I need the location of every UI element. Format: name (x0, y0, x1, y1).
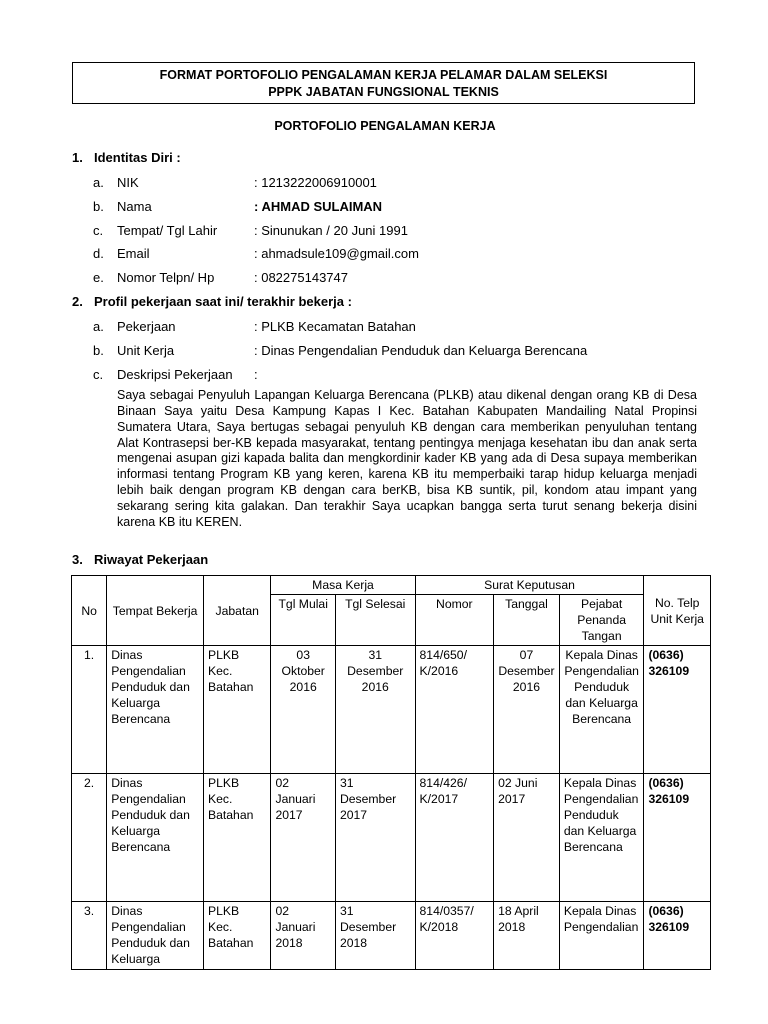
field-letter: c. (93, 223, 104, 238)
field-letter: a. (93, 175, 104, 190)
cell-tgl-selesai: 31 Desember 2017 (335, 774, 415, 902)
header-nomor: Nomor (415, 595, 494, 646)
cell-tgl-mulai: 02 Januari 2018 (271, 902, 335, 970)
field-letter: b. (93, 199, 104, 214)
field-letter: c. (93, 367, 104, 382)
cell-no: 2. (72, 774, 107, 902)
header-tgl-mulai: Tgl Mulai (271, 595, 335, 646)
cell-tempat: Dinas Pengendalian Penduduk dan Keluarga (107, 902, 204, 970)
section-profil-heading (72, 294, 352, 309)
field-label: Pekerjaan (117, 319, 176, 334)
cell-nomor: 814/0357/ K/2018 (415, 902, 494, 970)
job-description-paragraph: Saya sebagai Penyuluh Lapangan Keluarga Berencana (PLKB) atau dikenal dengan orang KB di Desa Binaan Saya yaitu Desa Kampung Kapas I Kec. Batahan Kabupaten Mandailing Natal Propinsi Sumatera Utara, Saya bertugas sebagai penyuluh KB dengan cara memberikan penyuluhan tentang Alat Kontrasepsi ber-KB kepada masyarakat, tentang pentingya menjaga kesehatan ibu dan anak serta mengenai asupan gizi kapada balita dan mengkordinir kader KB yang ada di Desa supaya memberikan informasi tentang Program KB yang keren, karena KB itu memperbaiki tarap hidup keluarga menjadi lebih baik dengan program KB dengan cara berKB, bisa KB suntik, pil, kondom atau impant yang sekarang sering kita galakan. Dan terakhir Saya ucapkan bangga serta turut senang bekerja disini karena KB itu KEREN. (117, 388, 697, 529)
cell-telp: (0636) 326109 (644, 774, 711, 902)
table-row (72, 774, 711, 902)
cell-tgl-mulai: 03 Oktober 2016 (271, 646, 335, 774)
field-label: Tempat/ Tgl Lahir (117, 223, 218, 238)
field-letter: d. (93, 246, 104, 261)
cell-pejabat: Kepala Dinas Pengendalian Penduduk dan Keluarga Berencana (559, 646, 644, 774)
header-tanggal: Tanggal (494, 595, 560, 646)
header-surat-keputusan: Surat Keputusan (415, 576, 644, 595)
header-masa-kerja: Masa Kerja (271, 576, 415, 595)
field-value: : PLKB Kecamatan Batahan (254, 319, 416, 334)
section-number: 2. (72, 294, 83, 309)
field-value: : AHMAD SULAIMAN (254, 199, 383, 214)
header-tgl-selesai: Tgl Selesai (335, 595, 415, 646)
field-value: : Dinas Pengendalian Penduduk dan Keluarga Berencana (254, 343, 588, 358)
cell-jabatan: PLKB Kec. Batahan (203, 646, 271, 774)
cell-tanggal: 02 Juni 2017 (494, 774, 560, 902)
cell-tanggal: 07 Desember 2016 (494, 646, 560, 774)
field-value: : ahmadsule109@gmail.com (254, 246, 419, 261)
riwayat-pekerjaan-table (71, 575, 711, 970)
cell-nomor: 814/650/ K/2016 (415, 646, 494, 774)
field-letter: a. (93, 319, 104, 334)
field-label: Deskripsi Pekerjaan (117, 367, 233, 382)
cell-telp: (0636) 326109 (644, 902, 711, 970)
cell-nomor: 814/426/ K/2017 (415, 774, 494, 902)
document-subtitle: PORTOFOLIO PENGALAMAN KERJA (274, 119, 496, 133)
field-label: Email (117, 246, 150, 261)
section-title: Riwayat Pekerjaan (94, 552, 209, 567)
cell-tanggal: 18 April 2018 (494, 902, 560, 970)
cell-pejabat: Kepala Dinas Pengendalian (559, 902, 644, 970)
section-riwayat-heading (72, 552, 208, 567)
cell-telp: (0636) 326109 (644, 646, 711, 774)
section-number: 3. (72, 552, 83, 567)
header-pejabat: Pejabat Penanda Tangan (559, 595, 644, 646)
cell-tgl-selesai: 31 Desember 2016 (335, 646, 415, 774)
table-row (72, 646, 711, 774)
cell-pejabat: Kepala Dinas Pengendalian Penduduk dan Keluarga Berencana (559, 774, 644, 902)
cell-no: 3. (72, 902, 107, 970)
cell-tempat: Dinas Pengendalian Penduduk dan Keluarga Berencana (107, 646, 204, 774)
field-label: Nama (117, 199, 152, 214)
header-jabatan: Jabatan (203, 576, 271, 646)
cell-tgl-selesai: 31 Desember 2018 (335, 902, 415, 970)
field-value: : 082275143747 (254, 270, 348, 285)
section-number: 1. (72, 150, 83, 165)
section-title: Identitas Diri : (94, 150, 181, 165)
cell-jabatan: PLKB Kec. Batahan (203, 902, 271, 970)
section-title: Profil pekerjaan saat ini/ terakhir bekerja : (94, 294, 352, 309)
field-label: NIK (117, 175, 139, 190)
cell-tgl-mulai: 02 Januari 2017 (271, 774, 335, 902)
field-value: : 1213222006910001 (254, 175, 377, 190)
header-line-2: PPPK JABATAN FUNGSIONAL TEKNIS (268, 85, 499, 99)
field-label: Unit Kerja (117, 343, 175, 358)
field-value: : (254, 367, 258, 382)
header-no-telp: No. Telp Unit Kerja (644, 576, 711, 646)
field-letter: b. (93, 343, 104, 358)
document-header (72, 62, 695, 104)
cell-tempat: Dinas Pengendalian Penduduk dan Keluarga Berencana (107, 774, 204, 902)
header-tempat-bekerja: Tempat Bekerja (107, 576, 204, 646)
header-line-1: FORMAT PORTOFOLIO PENGALAMAN KERJA PELAMAR DALAM SELEKSI (159, 68, 608, 82)
header-no: No (72, 576, 107, 646)
cell-jabatan: PLKB Kec. Batahan (203, 774, 271, 902)
field-letter: e. (93, 270, 104, 285)
section-identitas-heading (72, 150, 181, 165)
field-label: Nomor Telpn/ Hp (117, 270, 215, 285)
table-row (72, 902, 711, 970)
field-value: : Sinunukan / 20 Juni 1991 (254, 223, 408, 238)
cell-no: 1. (72, 646, 107, 774)
